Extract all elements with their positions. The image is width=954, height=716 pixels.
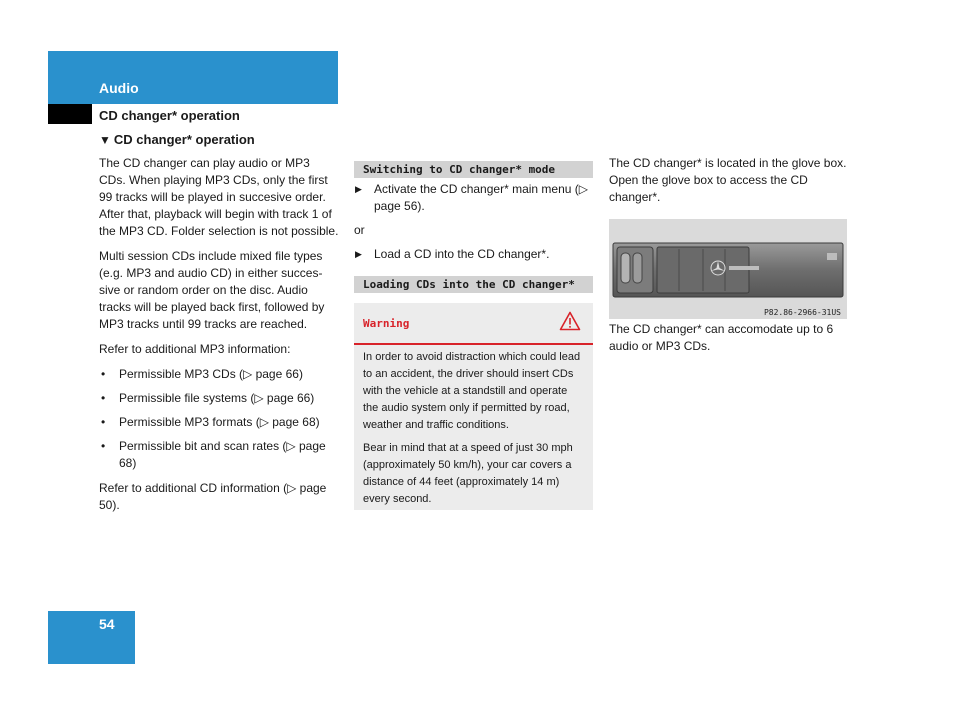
chapter-title: Audio bbox=[99, 80, 139, 96]
list-item: • Permissible bit and scan rates (▷ page 68) bbox=[99, 438, 339, 472]
instruction-step bbox=[354, 246, 593, 263]
list-item: • Permissible MP3 CDs (▷ page 66) bbox=[99, 366, 339, 383]
page-number-band bbox=[48, 611, 135, 664]
warning-body bbox=[354, 345, 593, 508]
paragraph: The CD changer can play audio or MP3 CDs. When playing MP3 CDs, only the first 99 tracks will be played in succesive order. After that, playback will begin with track 1 of the MP3 CD. Folder selection is not possible. bbox=[99, 156, 339, 238]
step-arrow-icon: ▶ bbox=[355, 249, 362, 259]
column-left bbox=[99, 155, 339, 522]
header-band bbox=[48, 51, 338, 104]
list-item: • Permissible file systems (▷ page 66) bbox=[99, 390, 339, 407]
instruction-step bbox=[354, 181, 593, 215]
section-title-text: CD changer* operation bbox=[113, 132, 255, 147]
cd-changer-figure bbox=[609, 219, 847, 319]
paragraph: The CD changer* is located in the glove box. Open the glove box to access the CD changer*. bbox=[609, 156, 847, 204]
paragraph: Multi session CDs include mixed file types (e.g. MP3 and audio CD) in either succes- sive or random order on the disc. Audio tracks will be played back first, followed by MP3 tracks until 99 tracks are reached. bbox=[99, 249, 325, 331]
paragraph: The CD changer* can accomodate up to 6 audio or MP3 CDs. bbox=[609, 322, 834, 353]
paragraph: In order to avoid distraction which could lead to an accident, the driver should insert CDs with the vehicle at a standstill and operate the audio system only if permitted by road, weather and traffic conditions. bbox=[363, 351, 581, 431]
step-text: Activate the CD changer* main menu (▷ page 56). bbox=[374, 182, 588, 213]
warning-header bbox=[354, 303, 593, 345]
mp3-info-list bbox=[99, 366, 339, 472]
section-title bbox=[99, 132, 255, 147]
header-black-tab bbox=[48, 104, 92, 124]
chapter-subheading: CD changer* operation bbox=[99, 108, 240, 123]
list-item: • Permissible MP3 formats (▷ page 68) bbox=[99, 414, 339, 431]
warning-box bbox=[354, 303, 593, 510]
step-arrow-icon: ▶ bbox=[355, 184, 362, 194]
paragraph: Refer to additional MP3 information: bbox=[99, 342, 291, 356]
paragraph: Refer to additional CD information (▷ page 50). bbox=[99, 481, 327, 512]
paragraph: Bear in mind that at a speed of just 30 mph (approximately 50 km/h), your car covers a distance of 44 feet (approximately 14 m) every second. bbox=[363, 442, 573, 505]
subheading-bar-switching: Switching to CD changer* mode bbox=[354, 161, 593, 178]
subheading-bar-loading: Loading CDs into the CD changer* bbox=[354, 276, 593, 293]
step-text: Load a CD into the CD changer*. bbox=[374, 247, 550, 261]
cd-changer-illustration bbox=[609, 219, 847, 319]
warning-label: Warning bbox=[363, 317, 410, 330]
or-text: or bbox=[354, 223, 365, 237]
figure-code: P82.86-2966-31US bbox=[763, 308, 841, 317]
warning-triangle-icon bbox=[559, 311, 581, 331]
page-number: 54 bbox=[99, 616, 115, 632]
section-marker-icon: ▼ bbox=[99, 133, 111, 147]
